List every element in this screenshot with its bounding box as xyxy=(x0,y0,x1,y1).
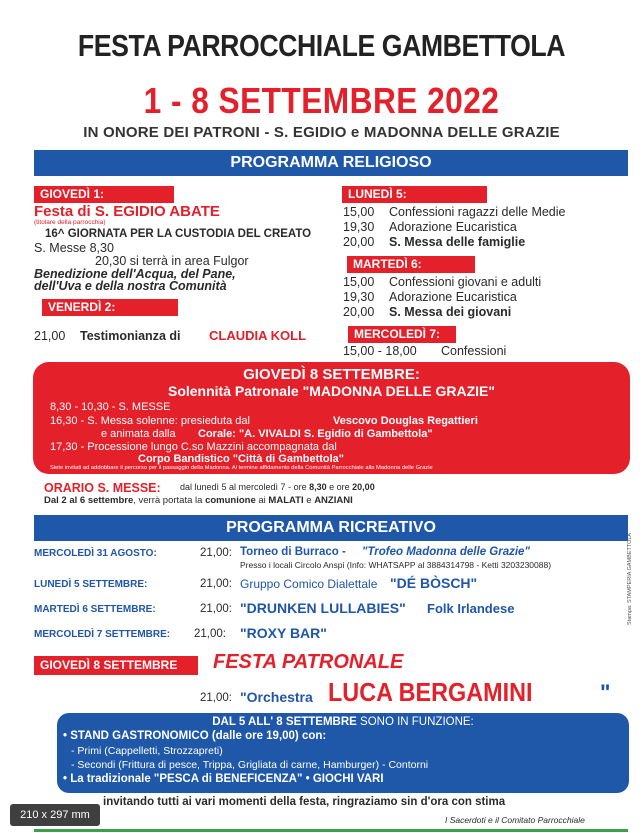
lunedi5-tag: LUNEDÌ 5: xyxy=(342,186,487,203)
giovedi1-tag: GIOVEDÌ 1: xyxy=(34,186,174,203)
martedi6-row1-time: 15,00 xyxy=(343,275,375,289)
orario-text1c: e ore xyxy=(329,482,350,492)
martedi6-tag: MARTEDÌ 6: xyxy=(347,256,475,273)
festa-dates: 1 - 8 SETTEMBRE 2022 xyxy=(143,80,500,121)
footer-signature: I Sacerdoti e il Comitato Parrocchiale xyxy=(445,815,585,825)
giovedi8-line3a: e animata dalla xyxy=(101,428,176,440)
martedi6-row1-text: Confessioni giovani e adulti xyxy=(389,275,542,289)
venerdi2-text: Testimonianza di xyxy=(80,329,181,343)
programma-ricreativo-heading: PROGRAMMA RICREATIVO xyxy=(34,515,628,541)
giovedi1-line4: Benedizione dell'Acqua, del Pane, xyxy=(34,267,236,281)
ricreativo-lunedi5-day: LUNEDÌ 5 SETTEMBRE: xyxy=(34,579,148,590)
giovedi8-line4: 17,30 - Processione lungo C.so Mazzini accompagnata dal xyxy=(50,441,337,453)
stand-line3: - Primi (Cappelletti, Strozzapreti) xyxy=(71,745,223,757)
stand-line2: • STAND GASTRONOMICO (dalle ore 19,00) con: xyxy=(63,730,327,742)
orario-malati: MALATI xyxy=(268,495,304,506)
giovedi8-line2a: 16,30 - S. Messa solenne: presieduta dal xyxy=(50,415,250,427)
orario-time1: 8,30 xyxy=(309,482,327,492)
ricreativo-martedi6-event: "DRUNKEN LULLABIES" xyxy=(240,600,406,616)
orario-text1: dal lunedì 5 al mercoledì 7 - ore xyxy=(180,482,307,492)
printer-side-text: Stampa: STAMPERIA GAMBETTOLA xyxy=(627,532,633,625)
footer-invite: invitando tutti ai vari momenti della festa, ringraziamo sin d'ora con stima xyxy=(103,796,506,808)
ricreativo-giovedi8-name: LUCA BERGAMINI xyxy=(328,677,533,707)
orario-label: ORARIO S. MESSE: xyxy=(44,481,161,495)
venerdi2-time: 21,00 xyxy=(34,329,66,343)
ricreativo-lunedi5-event: Gruppo Comico Dialettale xyxy=(240,577,378,591)
orario-text2b: , verrà portata la xyxy=(133,495,203,506)
giovedi8-note: Siete invitati ad addobbare il percorso per il passaggio della Madonna. Al termine affidamento della Comunità Parrocchiale alla Madonna delle Grazie xyxy=(50,465,433,471)
stand-line4: - Secondi (Frittura di pesce, Trippa, Grigliata di carne, Hamburger) - Contorni xyxy=(71,759,429,771)
martedi6-row3-text: S. Messa dei giovani xyxy=(389,305,512,319)
ricreativo-giovedi8-event: "Orchestra xyxy=(240,689,313,705)
stand-box xyxy=(57,713,629,793)
martedi6-row3-time: 20,00 xyxy=(343,305,375,319)
ricreativo-mercoledi31-day: MERCOLEDÌ 31 AGOSTO: xyxy=(34,548,157,559)
stand-dates: DAL 5 ALL' 8 SETTEMBRE xyxy=(212,716,357,728)
martedi6-row2-time: 19,30 xyxy=(343,290,375,304)
lunedi5-row1-time: 15,00 xyxy=(343,205,375,219)
ricreativo-giovedi8-close: " xyxy=(600,680,611,705)
lunedi5-row3-time: 20,00 xyxy=(343,235,375,249)
ricreativo-mercoledi31-time: 21,00: xyxy=(200,547,232,559)
orario-text2d: ai xyxy=(258,495,266,506)
ricreativo-mercoledi31-info: Presso i locali Circolo Anspi (Info: WHATSAPP al 3884314798 - Ketti 3203230088) xyxy=(240,560,552,570)
ricreativo-lunedi5-event2: "DÉ BÒSCH" xyxy=(390,575,478,591)
venerdi2-tag: VENERDÌ 2: xyxy=(42,299,178,316)
orario-line1 xyxy=(180,482,375,492)
ricreativo-martedi6-day: MARTEDÌ 6 SETTEMBRE: xyxy=(34,604,156,615)
mercoledi7-time: 15,00 - 18,00 xyxy=(343,344,417,358)
ricreativo-mercoledi7-event: "ROXY BAR" xyxy=(240,625,327,641)
ricreativo-mercoledi31-event: Torneo di Burraco - xyxy=(240,546,346,558)
lunedi5-row1-text: Confessioni ragazzi delle Medie xyxy=(389,205,566,219)
giovedi8-subtitle: Solennità Patronale "MADONNA DELLE GRAZIE" xyxy=(167,383,495,399)
mercoledi7-tag: MERCOLEDÌ 7: xyxy=(348,326,456,343)
stand-line1 xyxy=(57,716,629,728)
ricreativo-giovedi8-title: FESTA PATRONALE xyxy=(213,651,404,673)
ricreativo-mercoledi7-time: 21,00: xyxy=(194,628,226,640)
giovedi8-line3b: Corale: "A. VIVALDI S. Egidio di Gambettola" xyxy=(198,428,433,440)
orario-text2f: e xyxy=(306,495,312,506)
page-size-badge: 210 x 297 mm xyxy=(10,804,100,826)
ricreativo-mercoledi31-event2: "Trofeo Madonna delle Grazie" xyxy=(362,546,530,558)
orario-anziani: ANZIANI xyxy=(314,495,353,506)
giovedi1-line3: 20,30 si terrà in area Fulgor xyxy=(95,254,249,268)
green-bottom-line xyxy=(34,829,628,832)
ricreativo-mercoledi7-day: MERCOLEDÌ 7 SETTEMBRE: xyxy=(34,629,171,640)
giovedi8-box xyxy=(33,362,630,474)
lunedi5-row2-time: 19,30 xyxy=(343,220,375,234)
orario-line2 xyxy=(44,495,353,506)
lunedi5-row3-text: S. Messa delle famiglie xyxy=(389,235,526,249)
giovedi8-title: GIOVEDÌ 8 SETTEMBRE: xyxy=(243,366,420,383)
ricreativo-giovedi8-tag: GIOVEDÌ 8 SETTEMBRE xyxy=(34,656,198,675)
venerdi2-name: CLAUDIA KOLL xyxy=(209,328,307,343)
orario-time2: 20,00 xyxy=(352,482,375,492)
giovedi8-line1: 8,30 - 10,30 - S. MESSE xyxy=(50,401,171,413)
giovedi1-note: (titolare della parrocchia) xyxy=(34,219,106,226)
ricreativo-giovedi8-time: 21,00: xyxy=(200,692,232,704)
mercoledi7-text: Confessioni xyxy=(441,344,507,358)
ricreativo-martedi6-event2: Folk Irlandese xyxy=(427,601,515,616)
festa-subtitle: IN ONORE DEI PATRONI - S. EGIDIO e MADONNA DELLE GRAZIE xyxy=(83,124,560,141)
ricreativo-martedi6-time: 21,00: xyxy=(200,603,232,615)
orario-comunione: comunione xyxy=(205,495,256,506)
festa-title: FESTA PARROCCHIALE GAMBETTOLA xyxy=(77,28,566,63)
giovedi1-line2: S. Messe 8,30 xyxy=(34,241,114,255)
martedi6-row2-text: Adorazione Eucaristica xyxy=(389,290,517,304)
programma-religioso-heading: PROGRAMMA RELIGIOSO xyxy=(34,150,628,176)
lunedi5-row2-text: Adorazione Eucaristica xyxy=(389,220,517,234)
giovedi1-line1: 16^ GIORNATA PER LA CUSTODIA DEL CREATO xyxy=(45,228,312,240)
orario-text2: Dal 2 al 6 settembre xyxy=(44,495,134,506)
stand-funzione: SONO IN FUNZIONE: xyxy=(360,716,474,728)
giovedi8-line5: Corpo Bandistico "Città di Gambettola" xyxy=(138,453,344,465)
stand-line5: • La tradizionale "PESCA di BENEFICENZA" • GIOCHI VARI xyxy=(63,773,384,785)
giovedi1-line5: dell'Uva e della nostra Comunità xyxy=(34,279,227,293)
giovedi8-line2b: Vescovo Douglas Regattieri xyxy=(333,415,478,427)
giovedi1-title: Festa di S. EGIDIO ABATE xyxy=(34,203,220,220)
ricreativo-lunedi5-time: 21,00: xyxy=(200,578,232,590)
